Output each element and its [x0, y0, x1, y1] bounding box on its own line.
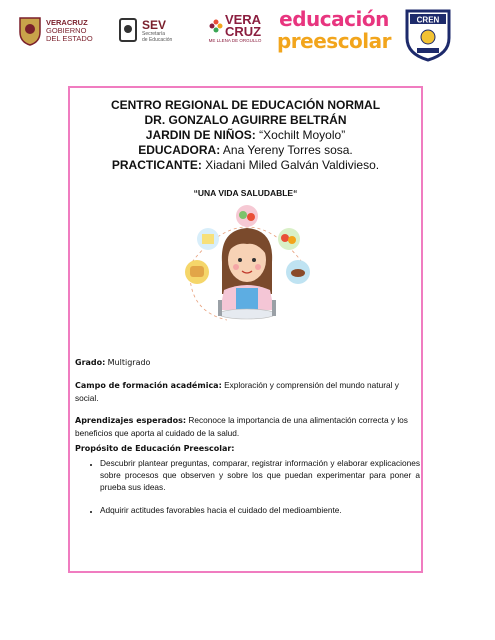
educacion-logo-line2: preescolar [276, 29, 392, 53]
practicante-value: Xiadani Miled Galván Valdivieso. [205, 158, 380, 172]
vegetables-icon [236, 205, 258, 227]
document-frame [68, 86, 423, 573]
educadora-label: EDUCADORA: [138, 143, 221, 157]
grado-value: Multigrado [107, 358, 151, 367]
institution-subname: DR. GONZALO AGUIRRE BELTRÁN [144, 113, 347, 127]
veracruz-logo-line1: VERACRUZ [46, 18, 88, 27]
vera-cruz-logo [200, 14, 270, 52]
vera-logo-title1: VERA [224, 12, 262, 27]
proposito-label: Propósito de Educación Preescolar: [75, 444, 235, 453]
vera-logo-sub: ME LLENA DE ORGULLO [208, 38, 262, 43]
flower-icon [209, 19, 223, 33]
sev-logo-sub1: Secretaría [142, 31, 166, 37]
dairy-icon [197, 228, 219, 250]
veracruz-logo [18, 14, 106, 48]
aprendizajes-label: Aprendizajes esperados: [75, 416, 187, 425]
grado-row [75, 356, 420, 369]
institution-name: CENTRO REGIONAL DE EDUCACIÓN NORMAL [110, 98, 381, 112]
veracruz-logo-line2: GOBIERNO [46, 26, 87, 35]
practicante-label: PRACTICANTE: [111, 158, 202, 172]
educacion-logo-line1: educación [279, 7, 389, 31]
activity-title: “UNA VIDA SALUDABLE“ [193, 188, 298, 198]
jardin-label: JARDIN DE NIÑOS: [145, 128, 256, 142]
campo-label: Campo de formación académica: [75, 381, 222, 390]
aprendizajes-row [75, 414, 420, 439]
sev-logo [118, 14, 188, 48]
logo-bar [0, 0, 495, 70]
bread-icon [185, 260, 209, 284]
list-item: • Descubrir plantear preguntas, comparar, registrar información y elaborar explicaciones sobre procesos que observen y sobre los que puedan experimentar para poner a prueba sus ideas. [100, 457, 420, 493]
proposito-list [75, 457, 420, 516]
educacion-preescolar-logo [272, 8, 396, 54]
healthy-eating-illustration [172, 202, 322, 326]
educadora-value: Ana Yereny Torres sosa. [222, 143, 353, 157]
document-body [75, 356, 420, 527]
campo-row [75, 379, 420, 404]
grado-label: Grado: [75, 358, 106, 367]
cren-logo-title: CREN [416, 15, 440, 25]
campo-value: Exploración y comprensión del mundo natural y social. [75, 380, 399, 403]
document-header [70, 98, 421, 173]
protein-icon [286, 260, 310, 284]
veracruz-logo-line3: DEL ESTADO [46, 34, 93, 43]
cren-shield-logo [404, 8, 452, 62]
fruits-icon [278, 228, 300, 250]
girl-figure [218, 228, 276, 319]
list-item: • Adquirir actitudes favorables hacia el cuidado del medioambiente. [100, 504, 420, 516]
veracruz-shield-icon [18, 16, 42, 46]
sev-logo-sub2: de Educación [142, 37, 173, 43]
jardin-value: “Xochilt Moyolo” [259, 128, 346, 142]
aprendizajes-value: Reconoce la importancia de una alimentación correcta y los beneficios que aporta al cuidado de la salud. [75, 415, 408, 438]
vera-logo-title2: CRUZ [224, 24, 262, 39]
sev-emblem-icon [118, 17, 138, 45]
sev-logo-title: SEV [142, 18, 167, 32]
